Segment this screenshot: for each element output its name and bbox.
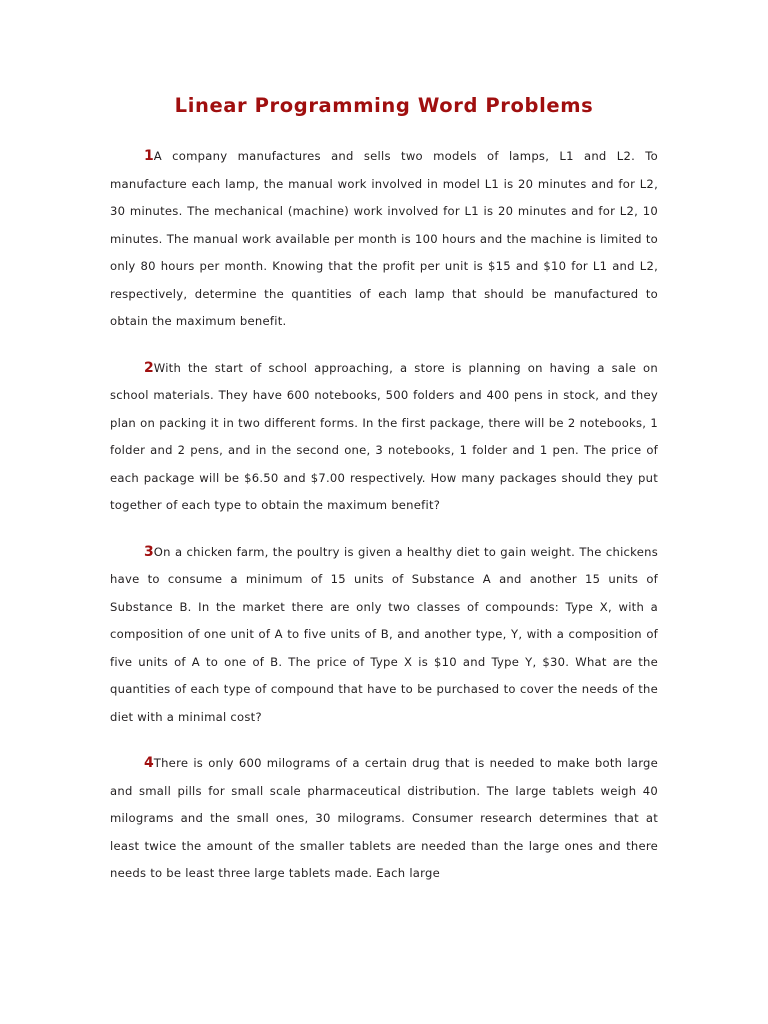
problem-text: On a chicken farm, the poultry is given a healthy diet to gain weight. The chickens have to consume a minimum of 15 units of Substance A and another 15 units of Substance B. In the market there are only two classes of compounds: Type X, with a composition of one unit of A to five units of B, and another type, Y, with a composition of five units of A to one of B. The price of Type X is $10 and Type Y, $30. What are the quantities of each type of compound that have to be purchased to cover the needs of the diet with a minimal cost? xyxy=(110,544,658,724)
problem-text: A company manufactures and sells two models of lamps, L1 and L2. To manufacture each lamp, the manual work involved in model L1 is 20 minutes and for L2, 30 minutes. The mechanical (machine) work involved for L1 is 20 minutes and for L2, 10 minutes. The manual work available per month is 100 hours and the machine is limited to only 80 hours per month. Knowing that the profit per unit is $15 and $10 for L1 and L2, respectively, determine the quantities of each lamp that should be manufactured to obtain the maximum benefit. xyxy=(110,149,658,328)
problem-paragraph xyxy=(110,750,658,888)
problem-paragraph xyxy=(110,143,658,336)
problem-number: 2 xyxy=(144,359,154,376)
problem-number: 3 xyxy=(144,543,154,560)
problem-paragraph xyxy=(110,355,658,520)
page-title: Linear Programming Word Problems xyxy=(174,94,594,117)
problem-number: 1 xyxy=(144,148,154,164)
problem-text: There is only 600 milograms of a certain drug that is needed to make both large and small pills for small scale pharmaceutical distribution. The large tablets weigh 40 milograms and the small ones, 30 milograms. Consumer research determines that at least twice the amount of the smaller tablets are needed than the large ones and there needs to be least three large tablets made. Each large xyxy=(110,756,658,880)
problem-text: With the start of school approaching, a store is planning on having a sale on school materials. They have 600 notebooks, 500 folders and 400 pens in stock, and they plan on packing it in two different forms. In the first package, there will be 2 notebooks, 1 folder and 2 pens, and in the second one, 3 notebooks, 1 folder and 1 pen. The price of each package will be $6.50 and $7.00 respectively. How many packages should they put together of each type to obtain the maximum benefit? xyxy=(110,360,658,512)
problem-number: 4 xyxy=(144,755,154,771)
problem-paragraph xyxy=(110,539,658,732)
